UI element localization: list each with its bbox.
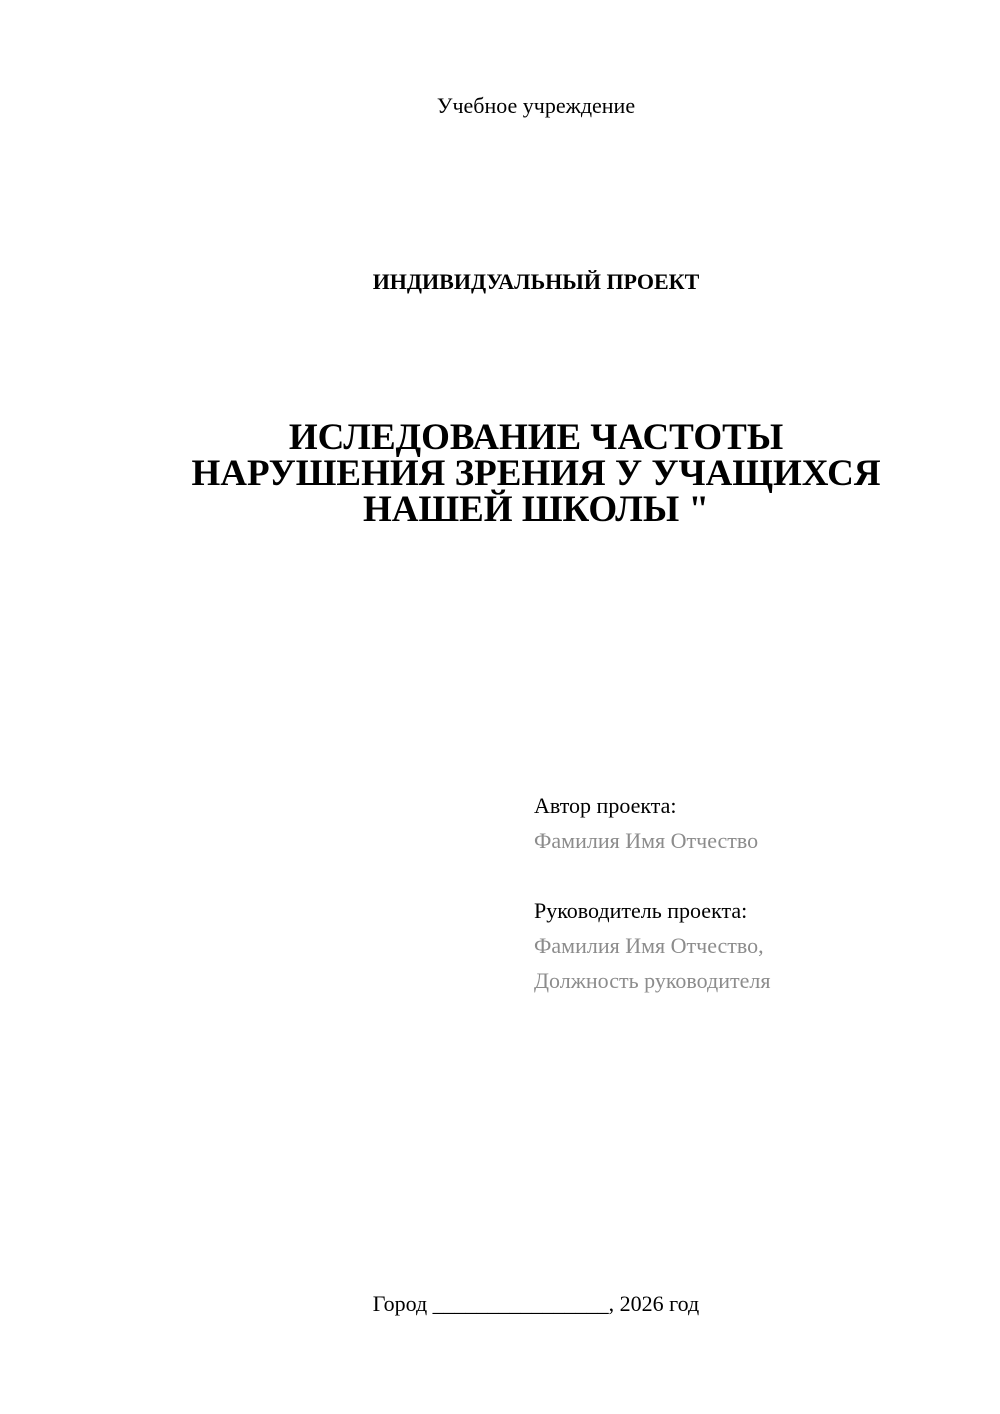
supervisor-name: Фамилия Имя Отчество,: [534, 933, 764, 958]
institution-name: Учебное учреждение: [436, 93, 636, 118]
city-year-footer: Город ________________, 2026 год: [372, 1291, 700, 1316]
author-block: [534, 788, 770, 858]
author-name: Фамилия Имя Отчество: [534, 828, 759, 853]
supervisor-position: Должность руководителя: [534, 968, 771, 993]
credits-block: [534, 788, 770, 1033]
project-title-line-1: ИСЛЕДОВАНИЕ ЧАСТОТЫ: [288, 417, 784, 458]
project-type-heading: ИНДИВИДУАЛЬНЫЙ ПРОЕКТ: [372, 269, 700, 294]
project-title-line-2: НАРУШЕНИЯ ЗРЕНИЯ У УЧАЩИХСЯ: [191, 453, 881, 494]
project-title-line-3: НАШЕЙ ШКОЛЫ ": [362, 489, 709, 530]
project-title: [0, 417, 1000, 530]
author-label: Автор проекта:: [534, 793, 677, 818]
supervisor-label: Руководитель проекта:: [534, 898, 748, 923]
supervisor-block: [534, 893, 770, 998]
